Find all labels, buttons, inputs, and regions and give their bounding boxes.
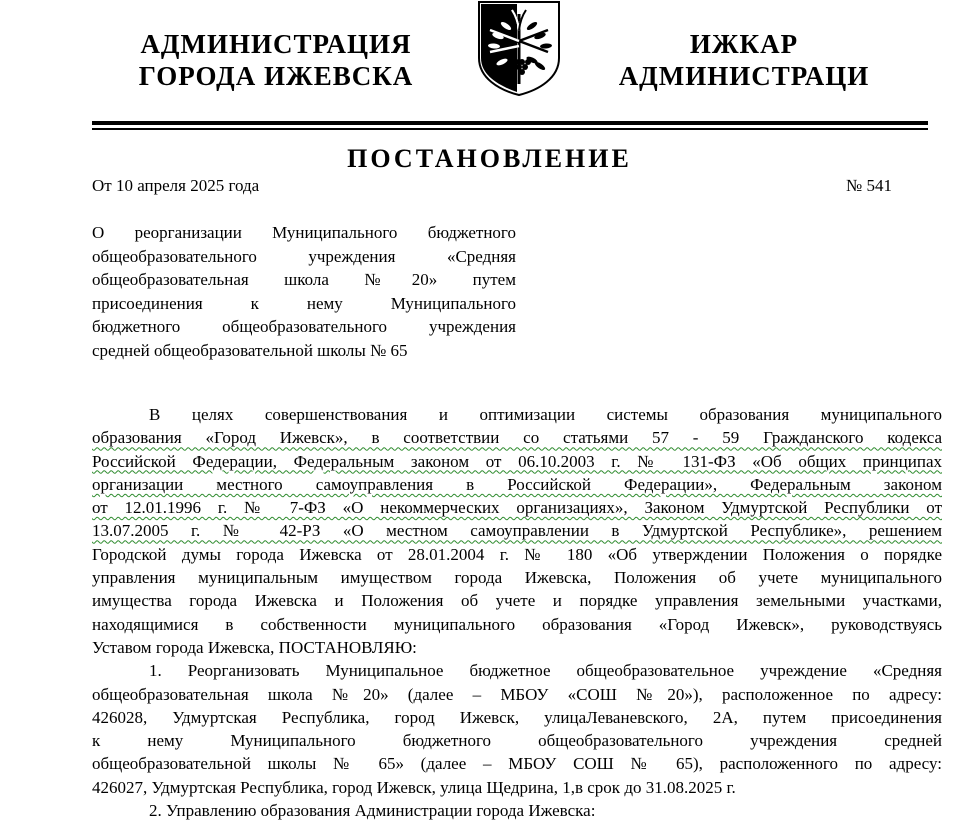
document-date: От 10 апреля 2025 года <box>92 176 260 195</box>
body-line: имущества города Ижевска и Положения об учете и порядке управления земельными участками, <box>92 591 942 611</box>
header-divider-thin <box>92 128 928 130</box>
body-line: 2. Управлению образования Администрации города Ижевска: <box>149 801 596 821</box>
body-line: 426028, Удмуртская Республика, город Ижевск, улицаЛеваневского, 2А, путем присоединения <box>92 707 942 727</box>
body-line: Уставом города Ижевска, ПОСТАНОВЛЯЮ: <box>92 637 417 657</box>
header-right <box>588 28 900 92</box>
header-right-line2: АДМИНИСТРАЦИ <box>618 61 870 91</box>
body-line: 426027, Удмуртская Республика, город Ижевск, улица Щедрина, 1,в срок до 31.08.2025 г. <box>92 777 736 797</box>
subject-line: средней общеобразовательной школы № 65 <box>92 340 408 360</box>
subject-line: присоединения к нему Муниципального <box>92 293 516 313</box>
body-line: 1. Реорганизовать Муниципальное бюджетное общеобразовательное учреждение «Средняя <box>149 661 942 681</box>
document-title: ПОСТАНОВЛЕНИЕ <box>347 144 632 173</box>
document-number: № 541 <box>846 176 892 195</box>
document-body <box>92 403 942 822</box>
header-divider-thick <box>92 121 928 125</box>
body-line: Российской Федерации, Федеральным законом от 06.10.2003 г. № 131-ФЗ «Об общих принципах <box>92 451 942 471</box>
subject-line: общеобразовательного учреждения «Средняя <box>92 246 516 266</box>
document-subject <box>92 221 516 362</box>
header-left-line2: ГОРОДА ИЖЕВСКА <box>138 61 414 91</box>
body-line: общеобразовательная школа №20» (далее – МБОУ «СОШ №20»), расположенное по адресу: <box>92 684 942 704</box>
body-line: управления муниципальным имуществом города Ижевска, Положения об учете муниципального <box>92 568 942 588</box>
subject-line: О реорганизации Муниципального бюджетного <box>92 223 516 242</box>
body-line: общеобразовательной школы № 65» (далее – МБОУ СОШ № 65), расположенного по адресу: <box>92 754 942 774</box>
body-line: Городской думы города Ижевска от 28.01.2004 г. № 180 «Об утверждении Положения о порядке <box>92 544 942 564</box>
body-line: находящимися в собственности муниципального образования «Город Ижевск», руководствуясь <box>92 614 942 634</box>
body-line: В целях совершенствования и оптимизации системы образования муниципального <box>149 405 942 424</box>
body-line: от 12.01.1996 г. № 7-ФЗ «О некоммерческих организациях», Законом Удмуртской Республики от <box>92 498 942 518</box>
body-line: к нему Муниципального бюджетного общеобразовательного учреждения средней <box>92 731 942 751</box>
body-line: образования «Город Ижевск», в соответствии со статьями 57 - 59 Гражданского кодекса <box>92 428 942 448</box>
header-left <box>120 28 432 92</box>
header-left-line1: АДМИНИСТРАЦИЯ <box>140 29 412 59</box>
subject-line: общеобразовательная школа №20» путем <box>92 270 516 289</box>
header-right-line1: ИЖКАР <box>689 29 799 59</box>
coat-of-arms-icon <box>476 0 562 96</box>
subject-line: бюджетного общеобразовательного учреждения <box>92 317 516 336</box>
body-line: 13.07.2005 г. № 42-РЗ «О местном самоуправлении в Удмуртской Республике», решением <box>92 521 942 541</box>
body-line: организации местного самоуправления в Российской Федерации», Федеральным законом <box>92 474 942 494</box>
